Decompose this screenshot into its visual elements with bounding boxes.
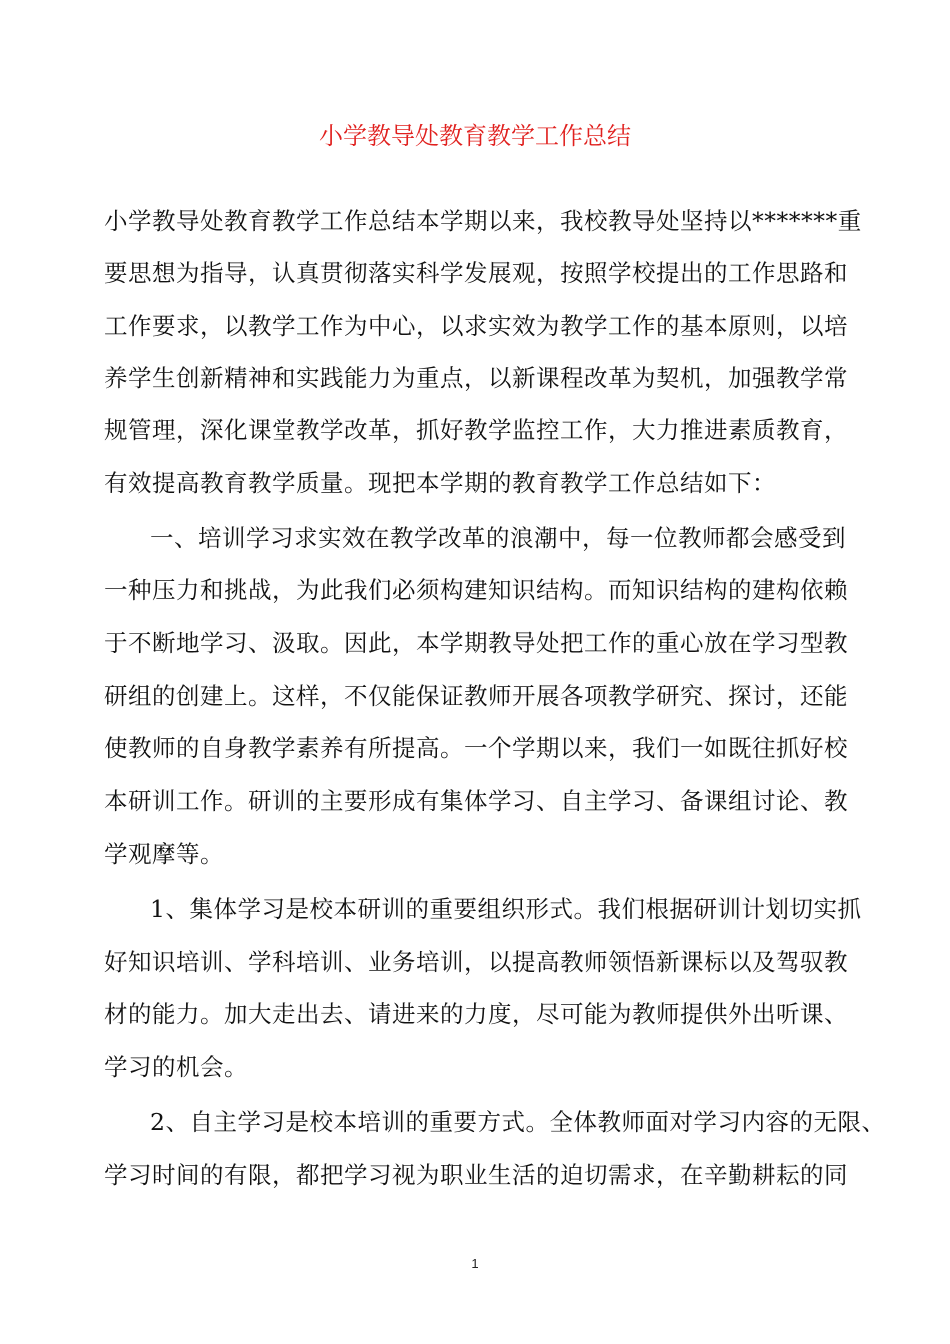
document-title: 小学教导处教育教学工作总结	[319, 122, 631, 150]
text-line: 工作要求，以教学工作为中心，以求实效为教学工作的基本原则，以培	[104, 312, 848, 340]
text-line: 养学生创新精神和实践能力为重点，以新课程改革为契机，加强教学常	[104, 364, 848, 392]
text-line: 材的能力。加大走出去、请进来的力度，尽可能为教师提供外出听课、	[104, 1000, 848, 1028]
text-line: 规管理，深化课堂教学改革，抓好教学监控工作，大力推进素质教育，	[104, 416, 848, 444]
text-line: 学习的机会。	[104, 1053, 248, 1081]
text-line: 好知识培训、学科培训、业务培训，以提高教师领悟新课标以及驾驭教	[104, 948, 848, 976]
text-line: 2、自主学习是校本培训的重要方式。全体教师面对学习内容的无限、	[150, 1108, 886, 1136]
text-line: 学习时间的有限，都把学习视为职业生活的迫切需求，在辛勤耕耘的同	[104, 1161, 848, 1189]
text-line: 1、集体学习是校本研训的重要组织形式。我们根据研训计划切实抓	[150, 895, 862, 923]
text-line: 小学教导处教育教学工作总结本学期以来，我校教导处坚持以*******重	[104, 207, 862, 235]
text-line: 一、培训学习求实效在教学改革的浪潮中，每一位教师都会感受到	[150, 524, 846, 552]
text-line: 于不断地学习、汲取。因此，本学期教导处把工作的重心放在学习型教	[104, 629, 848, 657]
text-line: 要思想为指导，认真贯彻落实科学发展观，按照学校提出的工作思路和	[104, 259, 848, 287]
text-line: 学观摩等。	[104, 840, 224, 868]
text-line: 使教师的自身教学素养有所提高。一个学期以来，我们一如既往抓好校	[104, 734, 848, 762]
page-number: 1	[471, 1256, 479, 1271]
text-line: 本研训工作。研训的主要形成有集体学习、自主学习、备课组讨论、教	[104, 787, 848, 815]
text-line: 有效提高教育教学质量。现把本学期的教育教学工作总结如下：	[104, 469, 776, 497]
text-line: 研组的创建上。这样，不仅能保证教师开展各项教学研究、探讨，还能	[104, 682, 848, 710]
text-line: 一种压力和挑战，为此我们必须构建知识结构。而知识结构的建构依赖	[104, 576, 848, 604]
